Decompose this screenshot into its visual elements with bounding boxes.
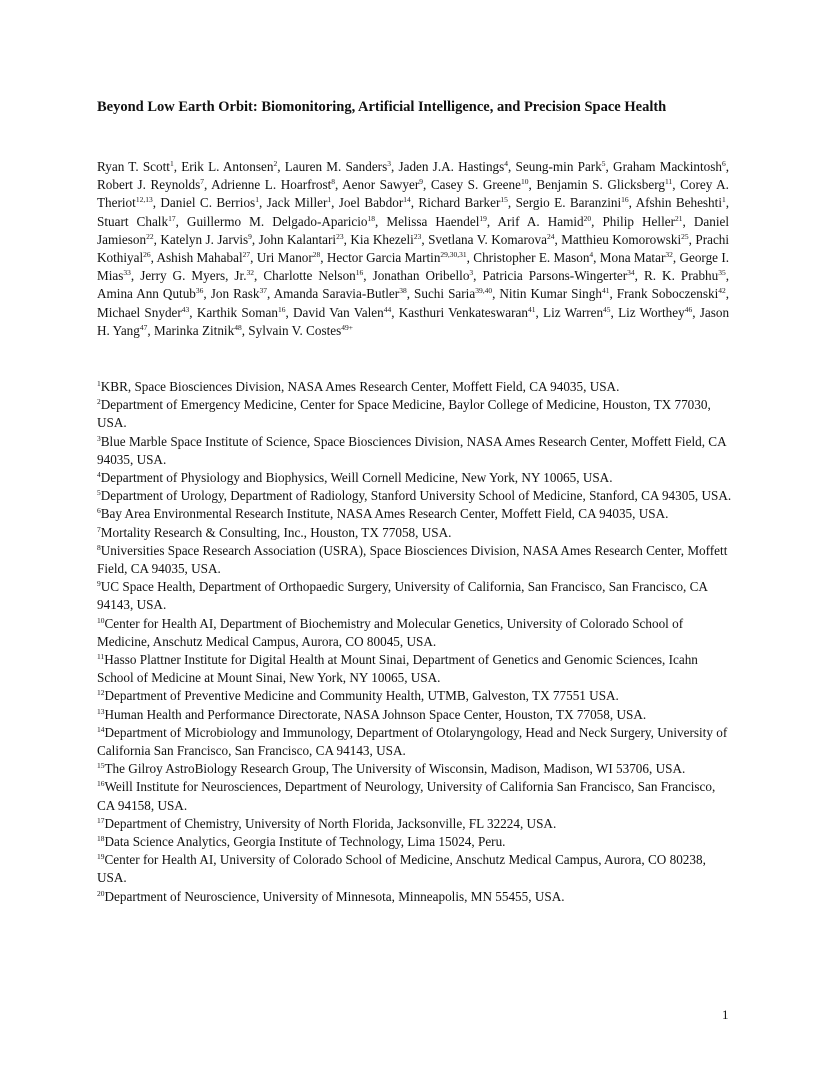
affiliation-number: 3	[97, 433, 101, 443]
affiliation-number: 7	[97, 524, 101, 534]
author-name: Charlotte Nelson	[263, 268, 356, 284]
affiliation	[97, 524, 733, 542]
author-affiliation-number: 25	[681, 231, 689, 241]
author	[636, 195, 726, 210]
author-affiliation-number: 2	[273, 159, 278, 168]
affiliation-number: 11	[97, 652, 105, 662]
affiliation	[97, 724, 733, 760]
author	[482, 268, 634, 283]
author-name: David Van Valen	[293, 304, 384, 320]
author-name: Jason H. Yang	[97, 304, 730, 338]
affiliation	[97, 760, 733, 778]
author-name: Suchi Saria	[414, 286, 476, 302]
author	[293, 305, 391, 320]
author-name: Daniel C. Berrios	[160, 195, 256, 211]
affiliation-text: Universities Space Research Association (USRA), Space Biosciences Division, NASA Ames Research Center, Moffett Field, CA 94035, USA.	[97, 542, 728, 577]
author-affiliation-number: 4	[589, 250, 594, 260]
author-name: Philip Heller	[602, 213, 675, 229]
author-affiliation-number: 29,30,31	[440, 250, 467, 260]
author	[211, 177, 335, 192]
author	[561, 232, 688, 247]
affiliation-text: Hasso Plattner Institute for Digital Health at Mount Sinai, Department of Genetics and Genomic Sciences, Icahn School of Medicine at Mount Sinai, New York, NY 10065, USA.	[97, 652, 698, 686]
affiliation	[97, 706, 733, 724]
author	[97, 286, 203, 301]
author-name: George I. Mias	[97, 250, 730, 284]
author-name: Guillermo M. Delgado-Aparicio	[186, 213, 368, 229]
author-affiliation-number: 37	[259, 286, 267, 296]
author-affiliation-number: 35	[718, 268, 726, 278]
author	[263, 268, 363, 283]
affiliation-text: UC Space Health, Department of Orthopaedic Surgery, University of California, San Francisco, San Francisco, CA 94143, USA.	[97, 579, 708, 613]
author	[600, 250, 673, 265]
affiliation	[97, 778, 733, 814]
author-affiliation-number: 32	[246, 268, 254, 278]
affiliation	[97, 433, 733, 469]
author	[373, 268, 474, 283]
author-affiliation-number: 48	[234, 322, 242, 332]
author	[398, 159, 508, 174]
author	[248, 323, 353, 338]
author-name: Daniel Jamieson	[97, 213, 729, 247]
author-name: Amanda Saravia-Butler	[273, 286, 400, 302]
affiliation-text: The Gilroy AstroBiology Research Group, The University of Wisconsin, Madison, Madison, WI 53706, USA.	[104, 761, 686, 777]
author-name: Mona Matar	[599, 250, 666, 266]
author-name: Adrienne L. Hoarfrost	[211, 177, 332, 193]
author-list: Ryan T. Scott$^1$, Erik L. Antonsen$^2$, Lauren M. Sanders$^3$, Jaden J.A. Hastings$^4$, Seung-min Park$^5$, Graham Mackintosh$^6$, Robert J. Reynolds$^7$, Adrienne L. Hoarfrost$^8$, Aenor Sawyer$^9$, Casey S. Greene$^{10}$, Benjamin S. Glicksberg$^{11}$, Corey A. Theriot$^{12,13}$, Daniel C. Berrios$^1$, Jack Miller$^1$, Joel Babdor$^{14}$, Richard Barker$^{15}$, Sergio E. Baranzini$^{16}$, Afshin Beheshti$^1$, Stuart Chalk$^{17}$, Guillermo M. Delgado-Aparicio$^{18}$, Melissa Haendel$^{19}$, Arif A. Hamid$^{20}$, Philip Heller$^{21}$, Daniel Jamieson$^{22}$, Katelyn J. Jarvis$^9$, John Kalantari$^{23}$, Kia Khezeli$^{23}$, Svetlana V. Komarova$^{24}$, Matthieu Komorowski$^{25}$, Prachi Kothiyal$^{26}$, Ashish Mahabal$^{27}$, Uri Manor$^{28}$, Hector Garcia Martin$^{29,30,31}$, Christopher E. Mason$^4$, Mona Matar$^{32}$, George I. Mias$^{33}$, Jerry G. Myers, Jr.$^{32}$, Charlotte Nelson$^{16}$, Jonathan Oribello$^3$, Patricia Parsons-Wingerter$^{34}$, R. K. Prabhu$^{35}$, Amina Ann Qutub$^{36}$, Jon Rask$^{37}$, Amanda Saravia-Butler$^{38}$, Suchi Saria$^{39,40}$, Nitin Kumar Singh$^{41}$, Frank Soboczenski$^{42}$, Michael Snyder$^{43}$, Karthik Soman$^{16}$, David Van Valen$^{44}$, Kasthuri Venkateswaran$^{41}$, Liz Warren$^{45}$, Liz Worthey$^{46}$, Jason H. Yang$^{47}$, Marinka Zitnik$^{48}$, Sylvain V. Costes$^{49+}$	[97, 159, 730, 338]
author-affiliation-number: 47	[139, 322, 148, 332]
author-affiliation-number: 42	[718, 286, 726, 296]
author-affiliation-number: 19	[479, 213, 487, 223]
author-name: Matthieu Komorowski	[561, 231, 682, 247]
author	[327, 250, 467, 265]
affiliation-number: 19	[97, 852, 105, 862]
author-affiliation-number: 10	[520, 177, 529, 187]
author	[157, 250, 251, 265]
author-affiliation-number: 9	[419, 177, 423, 187]
author-name: Ryan T. Scott	[97, 159, 170, 174]
author-name: Christopher E. Mason	[473, 250, 590, 266]
author-affiliation-number: 12,13	[135, 195, 153, 205]
author-name: Benjamin S. Glicksberg	[536, 177, 665, 193]
author-affiliation-number: 4	[504, 159, 509, 168]
author	[267, 195, 332, 210]
author	[428, 232, 554, 247]
author-affiliation-number: 38	[399, 286, 407, 296]
affiliation-number: 13	[97, 706, 105, 716]
author-affiliation-number: 33	[123, 268, 131, 278]
affiliation-number: 17	[97, 815, 105, 825]
affiliation	[97, 833, 733, 851]
author	[97, 305, 189, 320]
author-affiliation-number: 3	[469, 268, 474, 278]
author-affiliation-number: 11	[664, 177, 673, 187]
author-name: R. K. Prabhu	[643, 268, 719, 284]
affiliation-text: Center for Health AI, University of Colorado School of Medicine, Anschutz Medical Campus, Aurora, CO 80238, USA.	[97, 852, 706, 886]
author-name: Katelyn J. Jarvis	[160, 231, 249, 247]
author-name: Jack Miller	[266, 195, 328, 211]
author	[516, 159, 606, 174]
author-affiliation-number: 14	[403, 195, 411, 205]
author-name: Jon Rask	[210, 286, 260, 302]
author	[154, 323, 242, 338]
author	[414, 286, 492, 301]
author-name: Robert J. Reynolds	[97, 177, 201, 193]
author	[617, 286, 726, 301]
affiliation-text: Data Science Analytics, Georgia Institute of Technology, Lima 15024, Peru.	[104, 834, 506, 850]
author-name: Nitin Kumar Singh	[499, 286, 602, 302]
author	[418, 195, 508, 210]
author	[499, 286, 609, 301]
affiliation-number: 6	[97, 506, 101, 516]
author-affiliation-number: 17	[168, 213, 176, 223]
author-affiliation-number: 20	[583, 213, 592, 223]
affiliation-text: Bay Area Environmental Research Institute, NASA Ames Research Center, Moffett Field, CA 94035, USA.	[100, 506, 669, 522]
affiliation-text: Department of Preventive Medicine and Community Health, UTMB, Galveston, TX 77551 USA.	[104, 688, 619, 704]
author-name: Frank Soboczenski	[616, 286, 719, 302]
author-name: Prachi Kothiyal	[97, 231, 730, 266]
author	[536, 177, 672, 192]
author-name: Melissa Haendel	[386, 213, 480, 229]
author-name: Seung-min Park	[515, 159, 602, 174]
author	[602, 214, 682, 229]
author	[339, 195, 411, 210]
author-affiliation-number: 16	[277, 304, 286, 314]
author-affiliation-number: 44	[383, 304, 392, 314]
author-affiliation-number: 46	[684, 304, 693, 314]
author-affiliation-number: 1	[721, 195, 726, 205]
affiliation-number: 20	[97, 888, 105, 898]
author-name: Liz Worthey	[618, 304, 685, 320]
author-affiliation-number: 22	[146, 231, 154, 241]
author-name: Jerry G. Myers, Jr.	[140, 268, 247, 284]
author-name: Arif A. Hamid	[497, 213, 584, 229]
author-affiliation-number: 24	[546, 231, 555, 241]
affiliation-text: Human Health and Performance Directorate, NASA Johnson Space Center, Houston, TX 77058, USA.	[104, 706, 647, 722]
author-name: Casey S. Greene	[430, 177, 521, 193]
author-name: Stuart Chalk	[97, 213, 169, 229]
affiliation	[97, 396, 733, 432]
author-name: Hector Garcia Martin	[326, 250, 441, 266]
author-name: Amina Ann Qutub	[97, 286, 196, 302]
author	[516, 195, 629, 210]
author-name: Lauren M. Sanders	[284, 159, 388, 174]
affiliation	[97, 888, 733, 906]
author	[386, 214, 487, 229]
author-name: Karthik Soman	[196, 304, 278, 320]
author-affiliation-number: 18	[367, 213, 375, 223]
author-affiliation-number: 8	[331, 177, 336, 187]
affiliation-number: 4	[97, 470, 101, 480]
affiliation-list	[97, 378, 733, 906]
affiliation	[97, 542, 733, 578]
author	[211, 286, 267, 301]
affiliation-number: 12	[97, 688, 105, 698]
author	[259, 232, 344, 247]
author-name: Michael Snyder	[97, 304, 182, 320]
author-name: Liz Warren	[543, 304, 604, 320]
affiliation	[97, 505, 733, 523]
affiliation-text: Blue Marble Space Institute of Science, Space Biosciences Division, NASA Ames Research Center, Moffett Field, CA 94035, USA.	[97, 433, 726, 467]
author-name: Kasthuri Venkateswaran	[398, 304, 528, 320]
affiliation-text: Center for Health AI, Department of Biochemistry and Molecular Genetics, University of Colorado School of Medicine, Anschutz Medical Campus, Aurora, CO 80045, USA.	[97, 615, 684, 649]
author-affiliation-number: 41	[601, 286, 610, 296]
author	[181, 159, 277, 174]
author-affiliation-number: 34	[627, 268, 635, 278]
author	[257, 250, 321, 265]
author-affiliation-number: 15	[500, 195, 508, 205]
author	[160, 195, 259, 210]
author-affiliation-number: 28	[312, 250, 321, 260]
author-affiliation-number: 45	[603, 304, 611, 314]
author	[342, 177, 423, 192]
affiliation	[97, 615, 733, 651]
affiliation	[97, 687, 733, 705]
affiliation-number: 9	[97, 579, 101, 589]
author-name: Aenor Sawyer	[342, 177, 420, 193]
author-affiliation-number: 26	[143, 250, 151, 260]
author	[187, 214, 375, 229]
author-name: Ashish Mahabal	[156, 250, 243, 266]
author-affiliation-number: 3	[387, 159, 391, 168]
author	[543, 305, 611, 320]
affiliation	[97, 469, 733, 487]
author-affiliation-number: 49+	[341, 322, 353, 332]
author	[350, 232, 421, 247]
author-name: Sergio E. Baranzini	[515, 195, 622, 211]
affiliation	[97, 487, 733, 505]
author	[97, 214, 176, 229]
affiliation-text: Department of Emergency Medicine, Center for Space Medicine, Baylor College of Medicine, Houston, TX 77030, USA.	[97, 397, 711, 431]
author	[644, 268, 726, 283]
author-name: Graham Mackintosh	[613, 159, 722, 174]
author-name: Corey A. Theriot	[97, 177, 729, 211]
author-name: Uri Manor	[256, 250, 313, 266]
author	[399, 305, 536, 320]
author-name: John Kalantari	[258, 231, 337, 247]
affiliation	[97, 651, 733, 687]
author-affiliation-number: 16	[355, 268, 364, 278]
affiliation-number: 10	[97, 615, 105, 625]
affiliation	[97, 378, 733, 396]
author-affiliation-number: 23	[336, 231, 344, 241]
affiliation-text: KBR, Space Biosciences Division, NASA Ames Research Center, Moffett Field, CA 94035, USA.	[100, 379, 620, 394]
author	[285, 159, 391, 174]
author	[140, 268, 254, 283]
author	[498, 214, 592, 229]
author-affiliation-number: 36	[195, 286, 204, 296]
affiliation-text: Weill Institute for Neurosciences, Department of Neurology, University of California San Francisco, San Francisco, CA 94158, USA.	[97, 779, 716, 813]
author-affiliation-number: 27	[242, 250, 251, 260]
author-name: Kia Khezeli	[350, 231, 414, 247]
author-affiliation-number: 41	[527, 304, 536, 314]
author	[618, 305, 692, 320]
author	[97, 159, 174, 174]
author-name: Jaden J.A. Hastings	[398, 159, 505, 174]
author	[473, 250, 593, 265]
author-affiliation-number: 7	[200, 177, 205, 187]
author-affiliation-number: 21	[674, 213, 683, 223]
affiliation-text: Department of Physiology and Biophysics, Weill Cornell Medicine, New York, NY 10065, USA.	[100, 470, 613, 486]
affiliation-text: Department of Chemistry, University of North Florida, Jacksonville, FL 32224, USA.	[104, 815, 557, 831]
author-affiliation-number: 6	[721, 159, 726, 168]
author-affiliation-number: 5	[601, 159, 606, 168]
affiliation-text: Mortality Research & Consulting, Inc., Houston, TX 77058, USA.	[100, 524, 452, 540]
author-affiliation-number: 9	[248, 231, 252, 241]
author-affiliation-number: 39,40	[475, 286, 493, 296]
author-affiliation-number: 23	[413, 231, 422, 241]
affiliation-text: Department of Microbiology and Immunology, Department of Otolaryngology, Head and Neck Surgery, University of California San Francisco, San Francisco, CA 94143, USA.	[97, 724, 728, 759]
affiliation-text: Department of Neuroscience, University of Minnesota, Minneapolis, MN 55455, USA.	[104, 888, 565, 904]
author	[431, 177, 529, 192]
page-number: 1	[722, 1007, 729, 1022]
affiliation	[97, 851, 733, 887]
affiliation-number: 15	[97, 761, 105, 771]
author-name: Erik L. Antonsen	[181, 159, 274, 174]
author	[274, 286, 407, 301]
author	[613, 159, 726, 174]
affiliation	[97, 578, 733, 614]
affiliation-number: 5	[97, 488, 101, 498]
affiliation-number: 14	[97, 724, 105, 734]
author-name: Sylvain V. Costes	[248, 322, 342, 338]
affiliation-number: 1	[97, 379, 101, 388]
author-name: Afshin Beheshti	[635, 195, 722, 211]
author	[97, 177, 204, 192]
author-name: Marinka Zitnik	[153, 322, 235, 338]
author	[160, 232, 252, 247]
author-name: Joel Babdor	[338, 195, 404, 211]
author-name: Patricia Parsons-Wingerter	[482, 268, 628, 284]
author-affiliation-number: 43	[181, 304, 190, 314]
author	[197, 305, 286, 320]
affiliation-number: 2	[97, 397, 101, 407]
affiliation-number: 16	[97, 779, 105, 789]
author-name: Richard Barker	[418, 195, 501, 211]
affiliation-text: Department of Urology, Department of Radiology, Stanford University School of Medicine, Stanford, CA 94305, USA.	[100, 488, 732, 504]
affiliation-number: 8	[97, 542, 101, 552]
author-name: Svetlana V. Komarova	[428, 231, 547, 247]
author-affiliation-number: 32	[665, 250, 673, 260]
author-affiliation-number: 1	[327, 195, 332, 205]
author-affiliation-number: 1	[169, 159, 174, 168]
paper-title: Beyond Low Earth Orbit: Biomonitoring, Artificial Intelligence, and Precision Space Health	[97, 99, 667, 115]
affiliation-number: 18	[97, 834, 105, 844]
affiliation	[97, 815, 733, 833]
author-name: Jonathan Oribello	[372, 268, 470, 284]
author-affiliation-number: 16	[621, 195, 629, 205]
author-affiliation-number: 1	[255, 195, 259, 205]
